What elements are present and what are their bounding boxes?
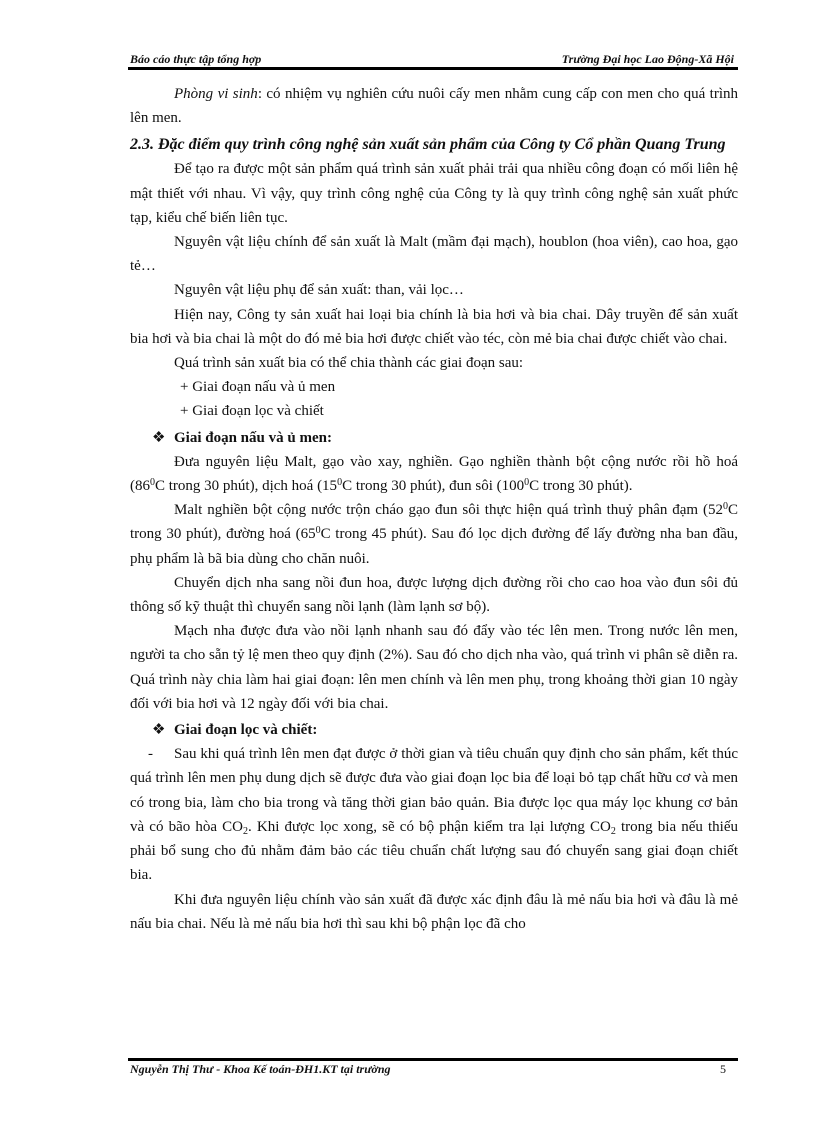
paragraph: Mạch nha được đưa vào nồi lạnh nhanh sau đó đẩy vào téc lên men. Trong nước lên men, người ta cho sẵn tỷ lệ men theo quy định (2%). Sau đó cho dịch nha vào, quá trình vi phân sẽ diễn ra. Quá trình này chia làm hai giai đoạn: lên men chính và lên men phụ, trong khoảng thời gian 10 ngày đối với bia hơi và 12 ngày đối với bia chai. <box>130 623 738 712</box>
header-divider <box>128 67 738 70</box>
text-run: Đưa nguyên liệu Malt, gạo vào xay, nghiền. Gạo nghiền thành bột cộng nước rồi hồ hoá (86 <box>130 453 738 495</box>
text-run: Sau khi quá trình lên men đạt được ở thời gian và tiêu chuẩn quy định cho sản phẩm, kết thúc quá trình lên men phụ dung dịch sẽ được đưa vào giai đoạn lọc bia để loại bỏ tạp chất hữu cơ và men có trong bia, làm cho bia trong và tăng thời gian bảo quản. Bia được lọc qua máy lọc khung cơ bản và có bão hòa CO <box>130 746 738 835</box>
diamond-bullet-icon: ❖ <box>152 722 166 739</box>
subscript: 2 <box>242 825 248 837</box>
superscript: 0 <box>315 525 321 537</box>
subscript: 2 <box>610 825 616 837</box>
superscript: 0 <box>337 477 343 489</box>
page-body <box>130 82 738 936</box>
text-run: C trong 30 phút), đường hoá (65 <box>130 502 738 543</box>
stage1-heading-text: Giai đoạn nấu và ủ men: <box>174 429 332 446</box>
paragraph <box>130 498 738 571</box>
paragraph: Để tạo ra được một sản phẩm quá trình sản xuất phải trải qua nhiều công đoạn có mối liên hệ mật thiết với nhau. Vì vậy, quy trình công nghệ của Công ty là quy trình công nghệ sản xuất phức tạp, kiểu chế biến liên tục. <box>130 161 738 226</box>
stage1-heading <box>130 426 738 450</box>
text-run: C trong 30 phút). <box>529 478 633 495</box>
stage2-heading-text: Giai đoạn lọc và chiết: <box>174 722 318 739</box>
header-report-title: Báo cáo thực tập tổng hợp <box>130 52 262 66</box>
paragraph: Chuyển dịch nha sang nồi đun hoa, được lượng dịch đường rồi cho cao hoa vào đun sôi đủ thông số kỹ thuật thì chuyển sang nồi lạnh (làm lạnh sơ bộ). <box>130 574 738 616</box>
section-heading: 2.3. Đặc điểm quy trình công nghệ sản xuất sản phẩm của Công ty Cổ phần Quang Trung <box>130 136 726 154</box>
page-footer <box>128 1062 738 1080</box>
text-run: trong bia nếu thiếu phải bổ sung cho đủ nhằm đảm bảo các tiêu chuẩn chất lượng sau đó chuyển sang giai đoạn chiết bia. <box>130 818 739 884</box>
footer-divider <box>128 1058 738 1061</box>
paragraph: Quá trình sản xuất bia có thể chia thành các giai đoạn sau: <box>174 355 524 372</box>
diamond-bullet-icon: ❖ <box>152 429 166 446</box>
paragraph: Nguyên vật liệu phụ để sản xuất: than, vải lọc… <box>174 282 464 299</box>
text-run: C trong 30 phút), dịch hoá (15 <box>155 478 338 495</box>
page-header <box>128 52 738 68</box>
text-run: Malt nghiền bột cộng nước trộn cháo gạo đun sôi thực hiện quá trình thuỷ phân đạm (52 <box>174 502 723 519</box>
page-number: 5 <box>720 1062 726 1076</box>
intro-label: Phòng vi sinh <box>174 86 258 102</box>
superscript: 0 <box>150 477 155 489</box>
intro-text: : có nhiệm vụ nghiên cứu nuôi cấy men nhằm cung cấp con men cho quá trình lên men. <box>130 86 738 127</box>
footer-author: Nguyễn Thị Thư - Khoa Kế toán-ĐH1.KT tại trường <box>130 1062 391 1076</box>
text-run: C trong 45 phút). Sau đó lọc dịch đường để lấy đường nha ban đầu, phụ phẩm là bã bia dùng cho chăn nuôi. <box>130 526 738 567</box>
list-item: + Giai đoạn lọc và chiết <box>180 403 324 420</box>
paragraph <box>130 450 738 498</box>
text-run: C trong 30 phút), đun sôi (100 <box>342 478 525 495</box>
paragraph: Hiện nay, Công ty sản xuất hai loại bia chính là bia hơi và bia chai. Dây truyền để sản xuất bia hơi và bia chai là một do đó mẻ bia hơi được chiết vào téc, còn mẻ bia chai được chiết vào chai. <box>130 306 738 347</box>
list-item: + Giai đoạn nấu và ủ men <box>180 379 336 396</box>
text-run: . Khi được lọc xong, sẽ có bộ phận kiểm tra lại lượng CO <box>247 818 611 835</box>
paragraph: Nguyên vật liệu chính để sản xuất là Malt (mầm đại mạch), houblon (hoa viên), cao hoa, gạo tẻ… <box>130 234 738 275</box>
superscript: 0 <box>722 501 728 513</box>
stage2-heading <box>130 718 738 742</box>
intro-paragraph <box>130 82 738 130</box>
header-university: Trường Đại học Lao Động-Xã Hội <box>561 52 734 66</box>
superscript: 0 <box>524 477 530 489</box>
paragraph <box>130 742 738 887</box>
paragraph: Khi đưa nguyên liệu chính vào sản xuất đã được xác định đâu là mẻ nấu bia hơi và đâu là mẻ nấu bia chai. Nếu là mẻ nấu bia hơi thì sau khi bộ phận lọc đã cho <box>130 891 738 932</box>
dash-marker: - <box>148 746 153 763</box>
